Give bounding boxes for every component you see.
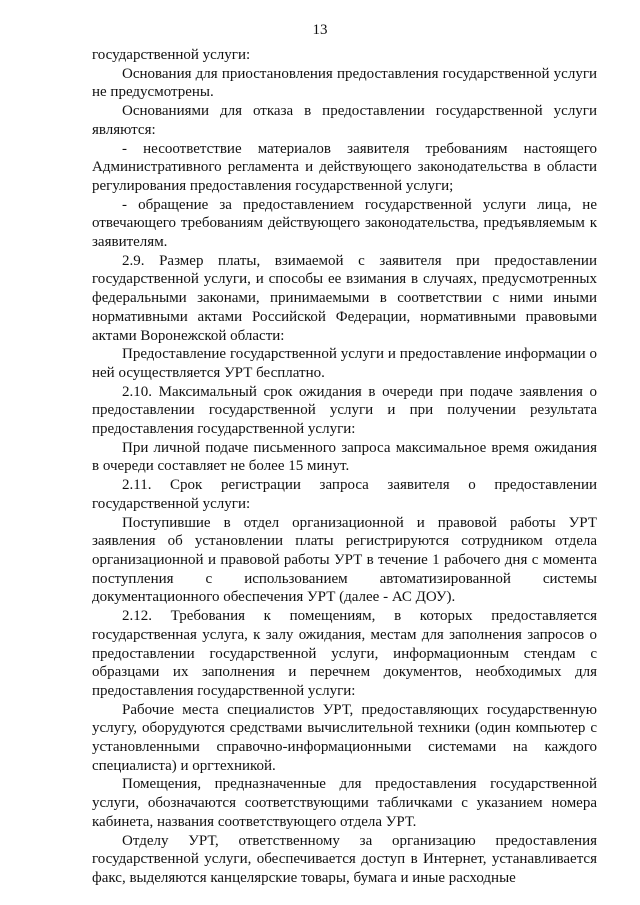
list-item: - обращение за предоставлением государственной услуги лица, не отвечающего требованиям действующего законодательства, предъявляемым к заявителям. bbox=[92, 196, 597, 251]
document-body bbox=[92, 46, 597, 888]
paragraph: Поступившие в отдел организационной и правовой работы УРТ заявления об установлении платы регистрируются сотрудником отдела организационной и правовой работы УРТ в течение 1 рабочего дня с момента поступления с использованием автоматизированной системы документационного обеспечения УРТ (далее - АС ДОУ). bbox=[92, 514, 597, 606]
paragraph: Рабочие места специалистов УРТ, предоставляющих государственную услугу, оборудуются средствами вычислительной техники (один компьютер с установленными справочно-информационными системами на каждого специалиста) и оргтехникой. bbox=[92, 701, 597, 774]
paragraph: При личной подаче письменного запроса максимальное время ожидания в очереди составляет не более 15 минут. bbox=[92, 439, 597, 475]
page-number: 13 bbox=[312, 22, 328, 38]
list-item: - несоответствие материалов заявителя требованиям настоящего Административного регламента и действующего законодательства в области регулирования предоставления государственной услуги; bbox=[92, 140, 597, 194]
paragraph: Предоставление государственной услуги и предоставление информации о ней осуществляется УРТ бесплатно. bbox=[92, 346, 597, 381]
section-2-9: 2.9. Размер платы, взимаемой с заявителя при предоставлении государственной услуги, и способы ее взимания в случаях, предусмотренных федеральными законами, принимаемыми в соответствии с ними иными нормативными актами Российской Федерации, нормативными правовыми актами Воронежской области: bbox=[92, 252, 597, 344]
section-2-11: 2.11. Срок регистрации запроса заявителя о предоставлении государственной услуги: bbox=[92, 477, 597, 512]
paragraph: Основаниями для отказа в предоставлении государственной услуги являются: bbox=[92, 103, 597, 138]
section-2-10: 2.10. Максимальный срок ожидания в очереди при подаче заявления о предоставлении государственной услуги и при получении результата предоставления государственной услуги: bbox=[92, 383, 597, 438]
paragraph: Основания для приостановления предоставления государственной услуги не предусмотрены. bbox=[92, 65, 597, 101]
paragraph: государственной услуги: bbox=[92, 47, 251, 63]
paragraph: Помещения, предназначенные для предоставления государственной услуги, обозначаются соответствующими табличками с указанием номера кабинета, названия соответствующего отдела УРТ. bbox=[92, 776, 597, 830]
section-2-12: 2.12. Требования к помещениям, в которых предоставляется государственная услуга, к залу ожидания, местам для заполнения запросов о предоставлении государственной услуги, информационным стендам с образцами их заполнения и перечнем документов, необходимых для предоставления государственной услуги: bbox=[92, 608, 597, 699]
paragraph: Отделу УРТ, ответственному за организацию предоставления государственной услуги, обеспечивается доступ в Интернет, устанавливается факс, выделяются канцелярские товары, бумага и иные расходные bbox=[92, 832, 597, 886]
